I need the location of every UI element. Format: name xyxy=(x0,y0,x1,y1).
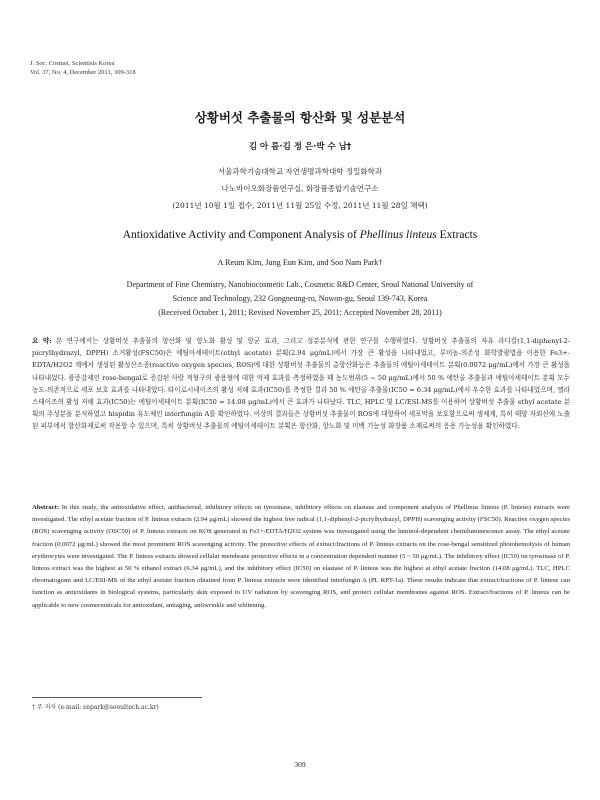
english-abstract-label: Abstract: xyxy=(32,504,60,511)
english-title xyxy=(0,229,600,241)
korean-dates: (2011년 10월 1일 접수, 2011년 11월 25일 수정, 2011년 11월 28일 채택) xyxy=(172,201,428,210)
korean-affiliation xyxy=(0,163,600,214)
page-number: 309 xyxy=(294,760,306,769)
english-affiliation xyxy=(40,278,560,320)
korean-authors: 김 아 름·김 정 은·박 수 남† xyxy=(248,142,352,152)
english-dates: (Received October 1, 2011; Revised November 25, 2011; Accepted November 28, 2011) xyxy=(158,308,442,317)
english-title-pre: Antioxidative Activity and Component Analysis of xyxy=(122,229,360,241)
journal-header xyxy=(30,59,136,77)
english-affiliation-line1: Department of Fine Chemistry, Nanobiocosmetic Lab., Cosmetic R&D Center, Seoul National University of xyxy=(126,280,474,289)
korean-abstract-text: 본 연구에서는 상황버섯 추출물의 항산화 및 항노화 활성 및 항균 효과, 그리고 성분분석에 관한 연구를 수행하였다. 상황버섯 추출물의 자유 라디칼(1,1-diphenyl-2- picrylhydrazyl, DPPH) 소거활성(FSC50)은 에틸아세테이트(ethyl acetate) 분획(2.94 μg/mL)에서 가장 큰 활성을 나타내었고, 루미놀-의존성 화학발광법을 이용한 Fe3+-EDTA/H2O2 계에서 생성된 활성산소종(reactive oxygen species, ROS)에 대한 상황버섯 추출물의 총항산화능은 추출물의 에틸아세테이트 분획(0.0072 μg/mL)에서 가장 큰 활성을 나타내었다. 광증감제인 rose-bengal로 증감된 사람 적혈구의 광용혈에 대한 억제 효과를 측정하였을 때 농도범위(5 ~ 50 μg/mL)에서 50 % 에탄올 추출물과 에틸아세테이트 분획 모두 농도-의존적으로 세포 보호 효과를 나타내었다. 타이로시네이즈의 활성 저해 효과(IC50)를 측정한 결과 50 % 에탄올 추출물(IC50 = 6.34 μg/mL)에서 우수한 효과를 나타내었으며, 엘라스테이즈의 활성 저해 효과(IC50)는 에틸아세테이트 분획(IC50 = 14.08 μg/mL)에서 큰 효과가 나타났다. TLC, HPLC 및 LC/ESI-MS를 이용하여 상황버섯 추출물 ethyl acetate 분획의 주성분을 분석하였고 hispidin 유도체인 interfungin A를 확인하였다. 이상의 결과들은 상황버섯 추출물이 ROS에 대항하여 세포막을 보호함으로써 생체계, 특히 태양 자외선에 노출된 피부에서 항산화제로써 작용할 수 있으며, 특히 상황버섯 추출물의 에틸아세테이트 분획은 항산화, 항노화 및 미백 기능성 화장품 소재로써의 응용 가능성을 확인하였다. xyxy=(32,337,571,431)
footnote-divider xyxy=(32,697,202,698)
english-abstract xyxy=(32,502,570,612)
korean-affiliation-line2: 나노바이오화장품연구실, 화장품종합기술연구소 xyxy=(221,184,379,193)
corresponding-author-footnote: † 주 저자 (e-mail: snpark@seoultech.ac.kr) xyxy=(32,704,159,711)
korean-abstract xyxy=(32,335,570,433)
english-authors: A Reum Kim, Jung Eun Kim, and Soo Nam Park† xyxy=(217,258,383,267)
english-abstract-text: In this study, the antioxidative effect, antibacterial, inhibitory effects on tyrosinase, inhibitory effects on elastase and component analysis of Phellinus linteus (P. linteus) extracts were investigated. The ethyl acetate fraction of P. linteus extracts (2.94 μg/mL) showed the highest free radical (1,1-diphenyl-2-picrylhydrazyl, DPPH) scavenging activity (FSC50). Reactive oxygen species (ROS) scavenging activity (OSC50) of P. linteus extracts on ROS generated in Fe3+-EDTA/H2O2 system was investigated using the luminol-dependent chemiluminescence assay. The ethyl acetate fraction (0.0072 μg/mL) showed the most prominent ROS scavenging activity. The protective effects of extract/fractions of P. linteus extracts on the rose-bengal sensitized photohemolysis of human erythrocytes were investigated. The P. linteus extracts showed cellular membrane protective effects in a concentration dependent manner (5 ~ 50 μg/mL). The inhibitory effect (IC50) on tyrosinase of P. linteus extract was the highest at 50 % ethanol extract (6.34 μg/mL), and the inhibitory effect (IC50) on elastase of P. linteus was the highest at ethyl acetate fraction (14.08 μg/mL). TLC, HPLC chromatogram and LC/ESI-MS of the ethyl acetate fraction obtained from P. linteus extracts were identified interfungin A (PL RPT-1a). These results indicate that extract/fractions of P. linteus can function as antioxidants in biological systems, particularly skin exposed to UV radiation by scavenging ROS, and protect cellular membranes against ROS. Extract/fractions of P. linteus can be applicable to new cosmeceuticals for antioxidant, antiaging, antiwrinkle and whitening. xyxy=(32,504,570,609)
korean-title: 상황버섯 추출물의 항산화 및 성분분석 xyxy=(194,110,406,125)
journal-volume: Vol. 37, No. 4, December 2011, 309-318 xyxy=(30,69,136,76)
english-affiliation-line2: Science and Technology, 232 Gongneung-ro, Nowon-gu, Seoul 139-743, Korea xyxy=(172,294,428,303)
korean-affiliation-line1: 서울과학기술대학교 자연생명과학대학 정밀화학과 xyxy=(217,167,383,176)
english-title-post: Extracts xyxy=(436,229,478,241)
journal-name: J. Soc. Cosmet. Scientists Korea xyxy=(30,60,115,67)
korean-abstract-label: 요 약: xyxy=(32,337,52,345)
english-title-species: Phellinus linteus xyxy=(359,229,437,241)
